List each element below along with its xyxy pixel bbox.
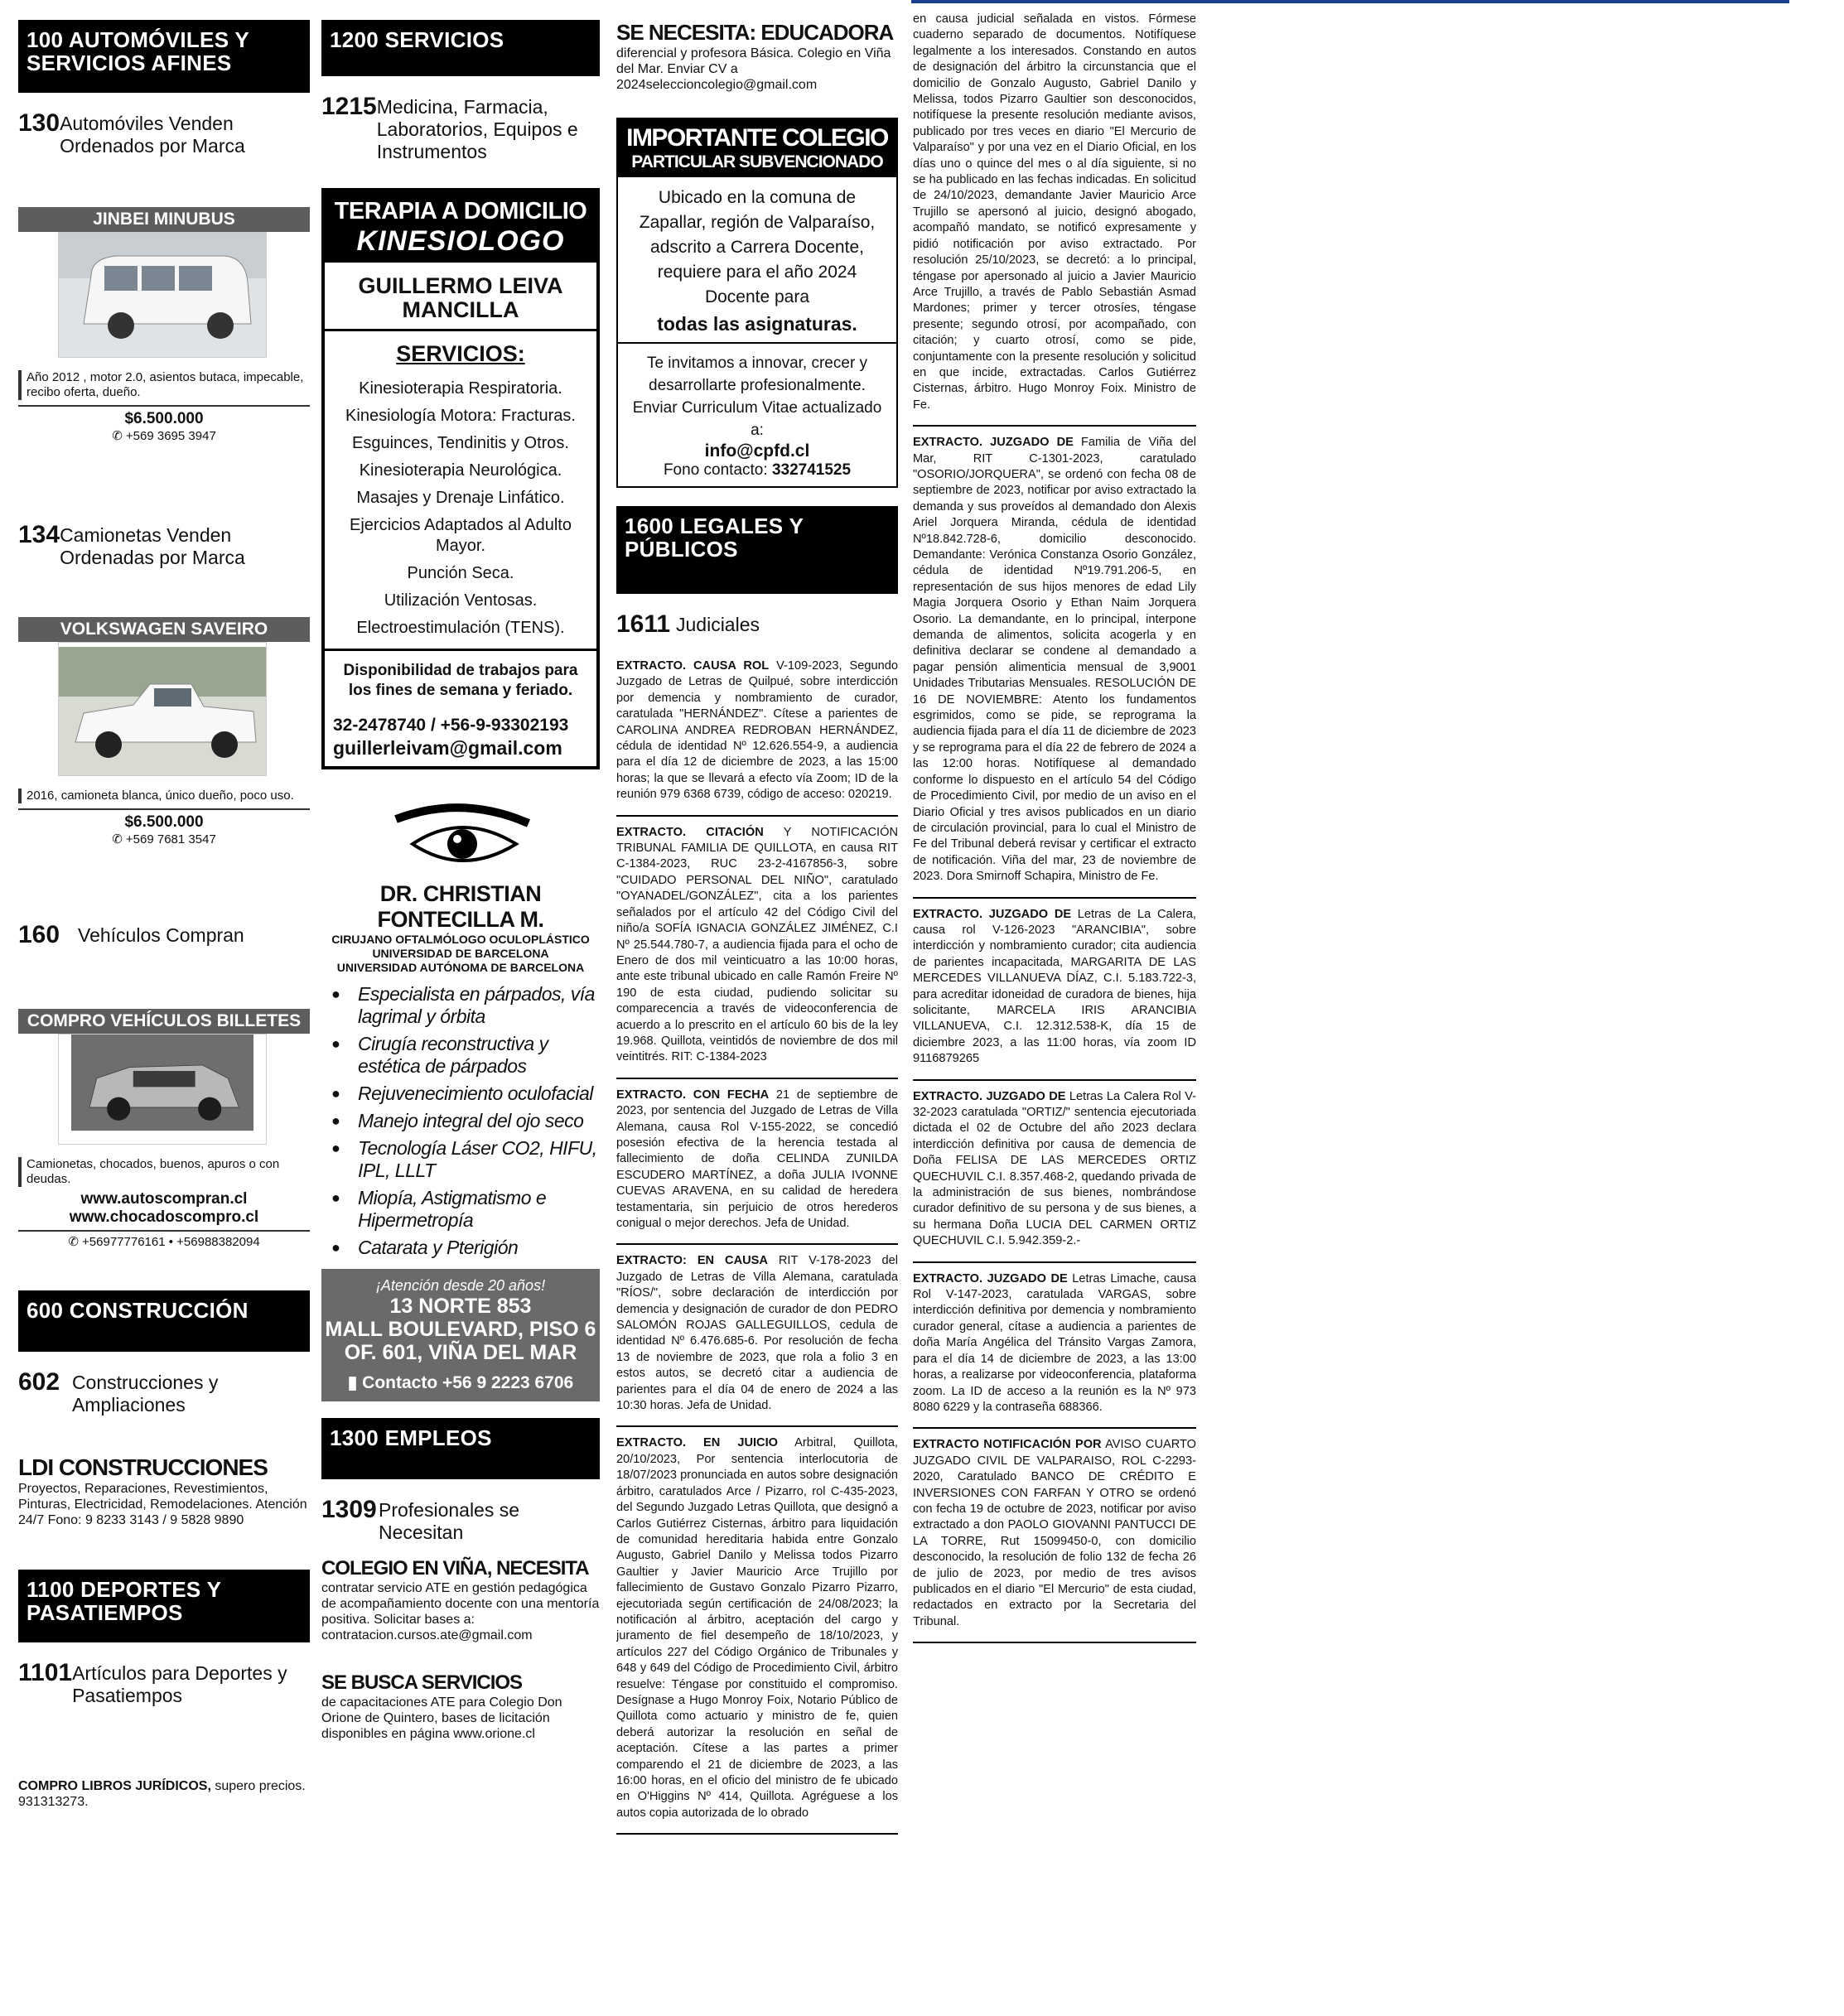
legal-notice [616,1435,898,1821]
ad-body: contratar servicio ATE en gestión pedagógica de acompañamiento docente con una mentoría positiva. Solicitar bases a: contratacion.cursos.ate@gmail.com [321,1581,600,1642]
bullet-icon: ● [331,1112,340,1129]
oft-contact [325,1372,596,1393]
eye-icon [321,803,600,877]
oft-service-item [321,1185,600,1235]
notice-divider [616,1078,898,1079]
subsection-number: 1309 [321,1496,377,1523]
legal-notices [913,12,1196,1643]
legal-notice-lead: EXTRACTO. JUZGADO DE [913,436,1074,450]
subsection-1309 [321,1496,600,1544]
top-accent-line [911,0,1789,3]
subsection-label: Profesionales se Necesitan [378,1499,520,1543]
legal-notice [913,1271,1196,1416]
oft-service-item [321,1031,600,1081]
oft-service-item [321,981,600,1031]
subsection-label: Artículos para Deportes y Pasatiempos [72,1662,287,1706]
subsection-label: Construcciones y Ampliaciones [71,1372,219,1416]
suv-photo [58,1034,267,1145]
notice-divider [616,1243,898,1245]
ad-price: $6.500.000 [18,808,310,832]
kine-service-item: Punción Seca. [407,564,514,582]
notice-divider [616,815,898,817]
bullet-icon: ● [331,986,340,1002]
notice-divider [913,1427,1196,1429]
ad-phone: ✆ +569 3695 3947 [112,429,216,443]
legal-notice [616,1253,898,1414]
legal-notice [913,907,1196,1068]
legal-notice-lead: EXTRACTO. CAUSA ROL [616,659,770,673]
legal-notice-lead: EXTRACTO: EN CAUSA [616,1254,768,1268]
kine-service-item: Masajes y Drenaje Linfático. [356,489,565,507]
oft-service-text: Especialista en párpados, vía lagrimal y órbita [358,983,595,1027]
oft-service-text: Cirugía reconstructiva y estética de párpados [358,1033,548,1077]
ad-title: JINBEI MINUBUS [18,207,310,232]
bullet-icon: ● [331,1140,340,1156]
ad-libros [18,1778,310,1810]
oft-service-text: Manejo integral del ojo seco [358,1110,584,1131]
kine-services-title: SERVICIOS: [396,341,525,366]
kine-header-line2: KINESIOLOGO [356,225,565,257]
subsection-number: 1215 [321,93,377,120]
column-1 [18,20,310,1810]
legal-notice [616,1088,898,1232]
bullet-icon: ● [331,1189,340,1206]
legal-notice-text: RIT V-178-2023 del Juzgado de Letras de Villa Alemana, caratulada "RÍOS/", sobre declaración de interdicción por demencia y designación de curador de don PEDRO SALOMÓN ROJAS GALLEGUILLOS, cedula de identidad Nº 6.476.685-6. Por resolución de fecha 13 de noviembre de 2023, que rola a folio 3 en estos autos, se decretó citar a audiencia de parientes para el día 04 de enero de 2024 a las 10:30 horas. Jefa de Unidad. [616,1254,898,1413]
legal-notice [616,658,898,803]
subsection-number: 134 [18,521,60,548]
notice-divider [913,1642,1196,1643]
column-2 [321,20,600,1742]
colegio-phone [618,461,896,486]
ad-website[interactable]: www.chocadoscompro.cl [69,1208,259,1226]
bullet-icon: ● [331,1085,340,1102]
subsection-602 [18,1368,310,1416]
legal-notice-text: Arbitral, Quillota, 20/10/2023, Por sentencia interlocutoria de 18/07/2023 pronunciada en autos sobre designación árbitro, caratulados Arce / Pizarro, rol C-435-2023, del Segundo Juzgado Letras Quillota, que designó a Carlos Gutiérrez Cisternas, árbitro para liquidación de comunidad hereditaria habida entre Gonzalo Augusto, Gabriel Danilo y Melissa todos Pizarro Gaultier y Javier Mauricio Arce Trujillo por fallecimiento de Gustavo Gonzalo Pizarro Pizarro, ejecutoriada según certificación de 24/08/2023; la notificación al árbitro, aceptación del cargo y juramento de fiel desempeño de 18/10/2023, y artículos 227 del Código Orgánico de Tribunales y 648 y 649 del Código de Procedimiento Civil, árbitro resuelve: Téngase por constituido el compromiso. Desígnase a Hugo Monroy Foix, Notario Público de Quillota como actuario y ministro de fe, quien deberá autorizar la resolución en señal de aceptación. Cítese a las partes a primer comparendo el 21 de diciembre de 2023, a las 16:00 horas, en el oficio del ministro de fe ubicado en O'Higgins Nº 414, Quillota. Agréguese a los autos copia autorizada de lo obrado [616,1436,898,1820]
pickup-photo [58,642,267,776]
column-4 [913,12,1196,1999]
column-5 [1208,12,1494,1999]
oft-service-text: Miopía, Astigmatismo e Hipermetropía [358,1187,547,1231]
oft-doctor-name: DR. CHRISTIAN FONTECILLA M. [377,881,544,932]
legal-notice-text: 21 de septiembre de 2023, por sentencia del Juzgado de Letras de Villa Alemana, causa Rol V-155-2022, se concedió posesión efectiva de la herencia testada al fallecimiento de doña CELINDA ZUNILDA ESCUDERO MARTÍNEZ, a doña JULIA IVONNE CUEVAS ARAVENA, en su calidad de heredera testamentaria, sin perjuicio de otros herederos conigual o mejor derechos. Jefa de Unidad. [616,1088,898,1230]
kine-availability: Disponibilidad de trabajos para los fines de semana y feriado. [325,649,596,711]
subsection-160 [18,921,310,949]
kine-service-item: Kinesiología Motora: Fracturas. [345,407,576,425]
section-header-1600: 1600 LEGALES Y PÚBLICOS [616,506,898,594]
legal-notice-lead: EXTRACTO. EN JUICIO [616,1436,778,1450]
legal-notice-lead: EXTRACTO NOTIFICACIÓN POR [913,1438,1102,1452]
subsection-label: Camionetas Venden Ordenadas por Marca [60,524,245,568]
kine-service-item: Kinesioterapia Neurológica. [359,461,562,480]
subsection-label: Vehículos Compran [78,924,244,946]
subsection-label: Medicina, Farmacia, Laboratorios, Equipos e Instrumentos [376,96,578,162]
oft-credential: UNIVERSIDAD DE BARCELONA [372,947,549,960]
subsection-1215 [321,93,600,163]
ad-description: Camionetas, chocados, buenos, apuros o con deudas. [18,1157,310,1187]
ad-body: Proyectos, Reparaciones, Revestimientos, Pinturas, Electricidad, Remodelaciones. Atención 24/7 Fono: 9 8233 3143 / 9 5828 9890 [18,1482,307,1527]
legal-notice-text: V-109-2023, Segundo Juzgado de Letras de Quilpué, sobre interdicción por demencia y nombramiento de curador, caratulada "HERNÁNDEZ". Cítese a parientes de CAROLINA ANDREA REDROBAN HERNÁNDEZ, cédula de identidad Nº 12.626.554-9, a audiencia para el día 12 de diciembre de 2023, a las 15:00 horas; la que se llevará a efecto vía Zoom; ID de la reunión 979 6368 6739, código de acceso: 020219. [616,659,898,802]
legal-notice-text: Y NOTIFICACIÓN TRIBUNAL FAMILIA DE QUILLOTA, en causa RIT C-1384-2023, RUC 23-2-4167856-3, sobre "CUIDADO PERSONAL DEL NIÑO", caratulado "OYANADEL/GONZÁLEZ", cita a los parientes señalados por el artículo 42 del Código Civil del niño/a SOFÍA IGNACIA GONZÁLEZ JIMÉNEZ, C.I Nº 25.544.780-7, a audiencia fijada para el ocho de Enero de dos mil veinticuatro a las 10:00 horas, ante este tribunal ubicado en calle Ramón Freire Nº 190 de esta ciudad, pudiendo solicitar su comparecencia a través de videoconferencia de acuerdo a lo prescrito en el artículo 60 bis de la ley 19.968. Quillota, veintidós de noviembre de dos mil veintitrés. RIT: C-1384-2023 [616,825,898,1064]
classifieds-page [18,8,1808,2004]
oft-attention-note: ¡Atención desde 20 años! [375,1277,546,1294]
oft-service-item [321,1081,600,1108]
legal-notice-lead: EXTRACTO. CON FECHA [616,1088,770,1102]
oft-address-block [321,1269,600,1401]
subsection-label: Automóviles Venden Ordenados por Marca [60,113,245,157]
ad-body: supero precios. 931313273. [18,1779,306,1809]
oft-service-text: Catarata y Pterigión [358,1237,519,1258]
subsection-number: 130 [18,109,60,137]
legal-notice-lead: EXTRACTO. JUZGADO DE [913,1089,1066,1103]
oft-service-text: Rejuvenecimiento oculofacial [358,1083,593,1104]
subsection-number: 1611 [616,610,671,638]
section-header-100: 100 AUTOMÓVILES Y SERVICIOS AFINES [18,20,310,93]
subsection-number: 602 [18,1368,60,1396]
kine-phones: 32-2478740 / +56-9-93302193 [333,716,569,735]
subsection-1611 [616,610,898,639]
notice-divider [616,1425,898,1427]
kine-service-item: Kinesioterapia Respiratoria. [359,379,562,398]
column-3 [616,20,898,1843]
ad-description: Año 2012 , motor 2.0, asientos butaca, impecable, recibo oferta, dueño. [18,370,310,400]
legal-notice [913,1437,1196,1630]
legal-notice-text: AVISO CUARTO JUZGADO CIVIL DE VALPARAISO, ROL C-2293-2020, Caratulado BANCO DE CRÉDITO E INVERSIONES CON FARFAN Y OTRO se ordenó con fecha 19 de octubre de 2023, notificar por aviso extractado a don PAOLO GIOVANNI PANTUCCI DE LA TORRE, Rut 15099450-0, con domicilio desconocido, la resolución de folio 132 de fecha 26 de julio de 2023, por medio de tres avisos publicados en el diario "El Mercurio" de esta ciudad, redactados en extracto por la Secretaria del Tribunal. [913,1438,1196,1628]
ad-body: diferencial y profesora Básica. Colegio en Viña del Mar. Enviar CV a 2024seleccioncolegio@gmail.com [616,46,891,92]
kinesiologo-ad [321,188,600,769]
section-header-1300: 1300 EMPLEOS [321,1418,600,1479]
section-header-1200: 1200 SERVICIOS [321,20,600,76]
legal-notice-text: Letras de La Calera, causa rol V-126-2023 "ARANCIBIA", sobre interdicción y nombramiento curador; cita audiencia de parientes incapacitada, MARGARITA DE LAS MERCEDES VILLANUEVA DÍAZ, C.I. 5.183.722-3, para acreditar idoneidad de curadora de bienes, hija solicitante, MARCELA IRIS ARANCIBIA VILLANUEVA, C.I. 12.312.538-K, día 15 de diciembre 2023, a las 11:00 horas, vía zoom ID 9116879265 [913,907,1196,1066]
colegio-desc: Ubicado en la comuna de Zapallar, región de Valparaíso, adscrito a Carrera Docente, requiere para el año 2024 Docente para [639,188,876,306]
subsection-1101 [18,1659,310,1707]
legal-notice [913,1089,1196,1250]
oft-service-item [321,1235,600,1262]
legal-notice-text: Familia de Viña del Mar, RIT C-1301-2023, caratulado "OSORIO/JORQUERA", se ordenó con fecha 08 de septiembre de 2023, notificar por aviso extractado la demanda y sus proveídos al demandado don Alexis Ariel Jorquera Miranda, cédula de identidad Nº18.842.728-6, domicilio desconocido. Demandante: Verónica Constanza Osorio González, cédula de identidad Nº19.791.206-5, en representación de sus hijos menores de edad Lily Magia Jorquera Osorio y Ethan Naim Jorquera Osorio. La demandante, en lo principal, interpone demanda de alimentos, solicita acogerla y en definitiva declarar se condene al demandado a pagar pensión alimenticia mensual de 3,9001 Unidades Tributarias Mensuales. RESOLUCIÓN DE 16 DE NOVIEMBRE: Atento los fundamentos esgrimidos, como se pide, se reprograma la audiencia fijada para el día 11 de diciembre de 2023 y se reprograma para el día 22 de febrero de 2024 a las 12:00 horas. Notifíquese al demandado conforme lo dispuesto en el artículo 54 del Código de Procedimiento Civil, por medio de un aviso en el Diario Oficial y tres avisos publicados en un diario de circulación provincial, para lo cual el Ministro de Fe del Tribunal deberá revisar y certificar el extracto de notificación. Viña del mar, 23 de noviembre de 2023. Dora Smirnoff Schapira, Ministro de Fe. [913,436,1196,884]
oft-service-item [321,1136,600,1185]
colegio-phone-number: 332741525 [771,461,852,479]
oft-contact-text: Contacto +56 9 2223 6706 [362,1373,574,1392]
legal-notice-text: Letras Limache, causa Rol V-147-2023, caratulada VARGAS, sobre interdicción definitiva por demencia y nombramiento curador general, cítase a audiencia a parientes de doña María Angélica del Tránsito Vargas Zamora, para el día 14 de diciembre de 2023, a las 13:00 horas, a realizarse por videoconferencia, plataforma zoom. La ID de acceso a la reunión es la Nº 973 8080 6229 y la contraseña 688366. [913,1271,1196,1414]
oft-service-text: Tecnología Láser CO2, HIFU, IPL, LLLT [358,1137,597,1181]
colegio-positions: todas las asignaturas. [618,310,896,344]
colegio-invite: Te invitamos a innovar, crecer y desarrollarte profesionalmente. Enviar Curriculum Vitae actualizado a: [632,354,882,439]
notice-divider [616,1833,898,1835]
oft-address: 13 NORTE 853 [389,1295,532,1318]
colegio-header-line1: IMPORTANTE COLEGIO [626,124,888,152]
oft-credential: UNIVERSIDAD AUTÓNOMA DE BARCELONA [336,961,585,974]
oft-address: MALL BOULEVARD, PISO 6 [325,1318,596,1341]
subsection-number: 1101 [18,1659,73,1686]
ad-price: $6.500.000 [18,405,310,428]
kine-service-item: Electroestimulación (TENS). [356,619,565,637]
ad-website[interactable]: www.autoscompran.cl [80,1190,248,1208]
ad-description: 2016, camioneta blanca, único dueño, poco uso. [18,789,310,803]
oftalmologo-ad [321,803,600,1401]
ad-title: SE NECESITA: EDUCADORA [616,20,894,45]
legal-notice [616,825,898,1066]
kine-service-item: Utilización Ventosas. [384,591,538,610]
colegio-header-line2: PARTICULAR SUBVENCIONADO [631,152,883,171]
notice-divider [913,1079,1196,1081]
ad-title: SE BUSCA SERVICIOS [321,1671,523,1694]
oft-services-list [321,981,600,1262]
legal-notice-text: Letras La Calera Rol V-32-2023 caratulada "ORTIZ/" sentencia ejecutoriada dictada el 02 de Octubre del año 2023 declara interdicción definitiva por causa de demencia de Doña FELISA DE LAS MERCEDES ORTIZ QUECHUVIL C.I. 8.357.468-2, quedando privada de la administración de sus bienes, nombrándose curador definitivo de su persona y de sus bienes, a su hermana Doña LUCIA DEL CARMEN ORTIZ QUECHUVIL C.I. 5.942.359-2.- [913,1089,1196,1248]
notice-divider [913,1261,1196,1263]
legal-notice [913,12,1196,413]
subsection-label: Judiciales [676,614,760,635]
legal-notice-text: en causa judicial señalada en vistos. Fórmese cuaderno separado de documentos. Notifíquese legalmente a los interesados. Constando en autos de designación del árbitro la circunstancia que el domicilio de Gonzalo Augusto, Gabriel Danilo y Melissa, todos Pizarro Gaultier son desconocidos, notifíquese la presente resolución mediante avisos, publicado por tres veces en diario "El Mercurio de Valparaíso" y por una vez en el Diario Oficial, en los días uno o quince del mes o al día siguiente, si no se ha publicado en las fechas indicadas. En solicitud de 24/10/2023, demandante Javier Mauricio Arce Trujillo se apersonó al juicio, designó abogado, acompañó mandato, se notificó expresamente y pidió notificación por aviso extractado. Por resolución 25/10/2023, se decretó: a lo principal, téngase por apersonado al juicio a Javier Mauricio Arce Trujillo, a través de Pablo Sebastián Asmad Mardones; primer y tercer otrosíes, téngase presente; segundo otrosí, por acompañado, con citación; y cuarto otrosí, como se pide, conjuntamente con la presente resolución y solicitud en que incide, extractadas. Carlos Gutiérrez Cisternas, árbitro. Hugo Monroy Foix. Ministro de Fe. [913,12,1196,412]
ad-title: LDI CONSTRUCCIONES [18,1454,268,1480]
ad-phone: ✆ +56977776161 • +56988382094 [18,1230,310,1249]
bullet-icon: ● [331,1035,340,1052]
kine-service-item: Esguinces, Tendinitis y Otros. [352,434,569,452]
kine-service-item: Ejercicios Adaptados al Adulto Mayor. [350,516,572,555]
subsection-134 [18,521,310,569]
legal-notice-lead: EXTRACTO. CITACIÓN [616,825,764,839]
section-header-600: 600 CONSTRUCCIÓN [18,1290,310,1352]
phone-icon: ▮ [347,1373,363,1392]
notice-divider [913,897,1196,899]
ad-phone: ✆ +569 7681 3547 [112,832,216,846]
oft-credential: CIRUJANO OFTALMÓLOGO OCULOPLÁSTICO [331,933,590,946]
subsection-130 [18,109,310,157]
ad-body: de capacitaciones ATE para Colegio Don Orione de Quintero, bases de licitación disponibles en página www.orione.cl [321,1695,562,1741]
ad-title: VOLKSWAGEN SAVEIRO [18,617,310,642]
notice-divider [913,425,1196,427]
colegio-phone-label: Fono contacto: [663,461,768,479]
legal-notice-lead: EXTRACTO. JUZGADO DE [913,1271,1068,1285]
subsection-number: 160 [18,921,60,948]
kine-header-line1: TERAPIA A DOMICILIO [334,198,587,224]
bullet-icon: ● [331,1239,340,1256]
kine-name: GUILLERMO LEIVA MANCILLA [325,263,596,331]
kine-services-list [325,375,596,642]
oft-address: OF. 601, VIÑA DEL MAR [344,1341,577,1364]
legal-notice [913,435,1196,885]
column-6 [1506,12,1793,1999]
colegio-email[interactable]: info@cpfd.cl [704,441,810,461]
colegio-ad [616,118,898,488]
legal-notices [616,658,898,1835]
ad-title: COLEGIO EN VIÑA, NECESITA [321,1557,589,1580]
section-header-1100: 1100 DEPORTES Y PASATIEMPOS [18,1570,310,1642]
kine-email[interactable]: guillerleivam@gmail.com [333,737,562,759]
ad-title: COMPRO VEHÍCULOS BILLETES [18,1009,310,1034]
oft-service-item [321,1108,600,1136]
ad-bold-lead: COMPRO LIBROS JURÍDICOS, [18,1779,211,1793]
legal-notice-lead: EXTRACTO. JUZGADO DE [913,907,1072,921]
kine-header [325,191,596,263]
minibus-photo [58,232,267,358]
colegio-header [618,119,896,177]
